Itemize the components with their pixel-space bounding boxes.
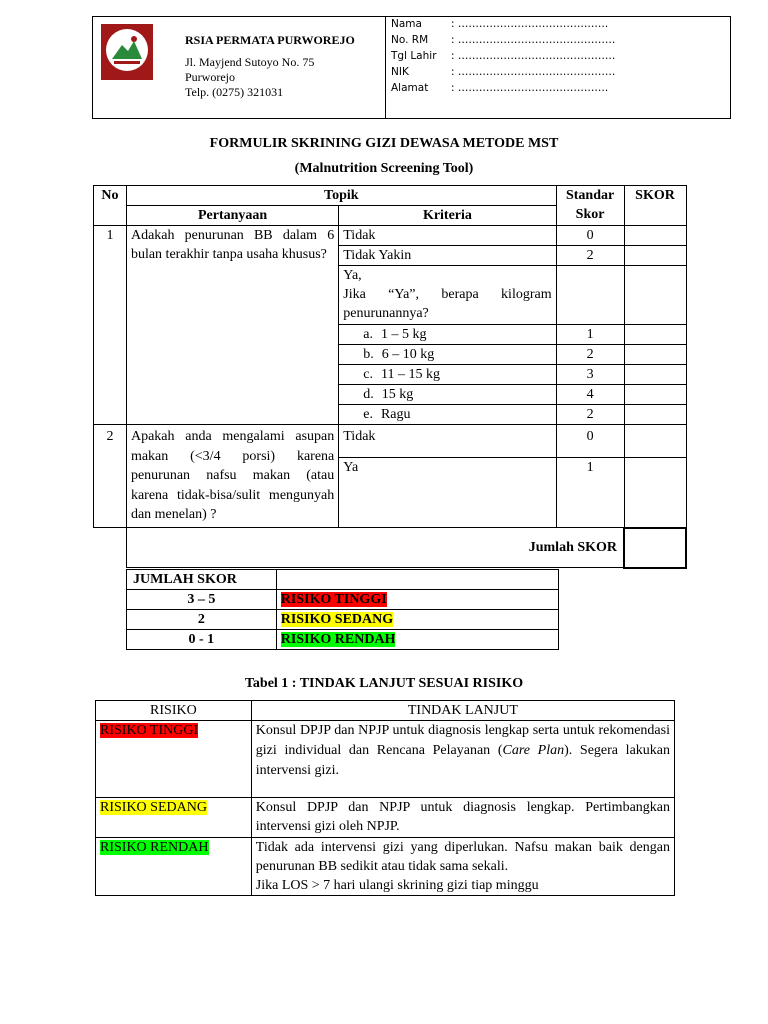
form-subtitle: (Malnutrition Screening Tool) — [294, 161, 474, 176]
col-skor-header: SKOR — [624, 186, 686, 226]
standard-score: 1 — [556, 458, 624, 528]
col-kriteria-header: Kriteria — [339, 206, 556, 226]
action-text — [251, 838, 674, 896]
risk-badge-tinggi: RISIKO TINGGI — [100, 723, 199, 738]
sub-text: Ragu — [380, 407, 411, 422]
sub-text: 6 – 10 kg — [381, 347, 435, 362]
score-input-cell[interactable] — [624, 226, 686, 246]
field-value[interactable]: : ……………………………………… — [451, 50, 616, 62]
col-tindak-header: TINDAK LANJUT — [251, 701, 674, 721]
header-box — [92, 16, 731, 119]
logo-emblem — [106, 29, 148, 71]
risk-level-cell — [276, 590, 558, 610]
field-label: No. RM — [391, 34, 429, 46]
sub-letter: e. — [363, 407, 373, 422]
follow-up-table — [95, 700, 675, 896]
sub-letter: b. — [363, 347, 374, 362]
total-score-cell[interactable] — [624, 528, 686, 568]
criteria-cell: Tidak Yakin — [339, 246, 556, 266]
form-title: FORMULIR SKRINING GIZI DEWASA METODE MST — [209, 136, 559, 151]
phone: Telp. (0275) 321031 — [185, 85, 284, 99]
risk-cell — [96, 721, 252, 798]
sub-letter: a. — [363, 327, 373, 342]
score-input-cell[interactable] — [624, 365, 686, 385]
patient-field-nama[interactable] — [391, 18, 609, 30]
table-row — [96, 838, 675, 896]
criteria-cell: Ya — [339, 458, 556, 528]
col-no-header: No — [94, 186, 127, 226]
risk-badge-sedang: RISIKO SEDANG — [280, 612, 394, 627]
table-row — [127, 590, 559, 610]
criteria-ya-note: Jika “Ya”, berapa kilogram penurunannya? — [343, 287, 552, 321]
standard-score: 0 — [556, 226, 624, 246]
standard-score: 2 — [556, 405, 624, 425]
patient-field-tgl-lahir[interactable] — [391, 50, 616, 62]
standard-score: 3 — [556, 365, 624, 385]
criteria-sub-cell — [339, 365, 556, 385]
score-range: 0 - 1 — [127, 630, 277, 650]
patient-field-nik[interactable] — [391, 66, 616, 78]
score-input-cell[interactable] — [624, 458, 686, 528]
col-risiko-header: RISIKO — [96, 701, 252, 721]
risk-badge-rendah: RISIKO RENDAH — [280, 632, 396, 647]
question-number: 1 — [94, 226, 127, 425]
table-row — [96, 798, 675, 838]
criteria-sub-cell — [339, 345, 556, 365]
total-label: Jumlah SKOR — [126, 528, 624, 568]
action-text: Konsul DPJP dan NPJP untuk diagnosis lengkap serta untuk rekomendasi gizi individual dan Rencana Pelayanan (Care Plan). Segera lakukan intervensi gizi. — [251, 721, 674, 798]
total-row — [94, 528, 687, 568]
question-text: Apakah anda mengalami asupan makan (<3/4 porsi) karena penurunan nafsu makan (atau karena tidak-bisa/sulit mengunyah dan menelan) ? — [126, 425, 338, 528]
question-text: Adakah penurunan BB dalam 6 bulan terakhir tanpa usaha khusus? — [126, 226, 338, 425]
sub-text: 15 kg — [381, 387, 414, 402]
score-range: 3 – 5 — [127, 590, 277, 610]
standard-score: 1 — [556, 325, 624, 345]
standard-score: 2 — [556, 246, 624, 266]
risk-cell — [96, 798, 252, 838]
field-value[interactable]: : ……………………………………. — [451, 82, 609, 94]
criteria-cell: Tidak — [339, 425, 556, 458]
field-label: Alamat — [391, 82, 429, 94]
address-line1: Jl. Mayjend Sutoyo No. 75 — [185, 55, 315, 69]
risk-level-cell — [276, 630, 558, 650]
action-text-los: Jika LOS > 7 hari ulangi skrining gizi tiap minggu — [255, 878, 539, 893]
score-range-table — [126, 569, 559, 650]
field-label: Nama — [391, 18, 422, 30]
sub-text: 1 – 5 kg — [380, 327, 427, 342]
standard-score — [556, 266, 624, 325]
risk-badge-tinggi: RISIKO TINGGI — [280, 592, 387, 607]
field-label: Tgl Lahir — [391, 50, 437, 62]
col-standar-header: Standar Skor — [556, 186, 624, 226]
score-input-cell[interactable] — [624, 385, 686, 405]
col-topik-header: Topik — [126, 186, 556, 206]
criteria-ya: Ya, — [343, 268, 362, 283]
risk-level-cell — [276, 610, 558, 630]
criteria-cell — [339, 266, 556, 325]
field-value[interactable]: : ……………………………………… — [451, 34, 616, 46]
score-input-cell[interactable] — [624, 325, 686, 345]
score-input-cell[interactable] — [624, 345, 686, 365]
hospital-logo — [101, 24, 153, 80]
address-line2: Purworejo — [185, 70, 235, 84]
score-input-cell[interactable] — [624, 425, 686, 458]
score-input-cell[interactable] — [624, 246, 686, 266]
score-range-header: JUMLAH SKOR — [127, 570, 277, 590]
table-row — [94, 226, 687, 246]
screening-table — [93, 185, 687, 569]
patient-field-no-rm[interactable] — [391, 34, 616, 46]
col-pertanyaan-header: Pertanyaan — [126, 206, 338, 226]
action-text: Konsul DPJP dan NPJP untuk diagnosis lengkap. Pertimbangkan intervensi gizi oleh NPJP. — [251, 798, 674, 838]
score-input-cell[interactable] — [624, 405, 686, 425]
patient-field-alamat[interactable] — [391, 82, 609, 94]
risk-badge-rendah: RISIKO RENDAH — [100, 840, 209, 855]
standard-score: 2 — [556, 345, 624, 365]
criteria-sub-cell — [339, 405, 556, 425]
risk-cell — [96, 838, 252, 896]
table-row — [127, 610, 559, 630]
sub-letter: d. — [363, 387, 374, 402]
field-value[interactable]: : ……………………………………… — [451, 66, 616, 78]
mountain-icon — [106, 29, 148, 71]
question-number: 2 — [94, 425, 127, 528]
table-row — [94, 425, 687, 458]
risk-badge-sedang: RISIKO SEDANG — [100, 800, 207, 815]
score-range: 2 — [127, 610, 277, 630]
table1-title: Tabel 1 : TINDAK LANJUT SESUAI RISIKO — [244, 676, 524, 691]
standard-score: 0 — [556, 425, 624, 458]
field-label: NIK — [391, 66, 409, 78]
criteria-cell: Tidak — [339, 226, 556, 246]
table-row — [96, 721, 675, 798]
sub-text: 11 – 15 kg — [380, 367, 440, 382]
standard-score: 4 — [556, 385, 624, 405]
criteria-sub-cell — [339, 385, 556, 405]
header-divider — [385, 17, 386, 118]
table-row — [127, 630, 559, 650]
hospital-name: RSIA PERMATA PURWOREJO — [185, 33, 355, 47]
action-text-main: Tidak ada intervensi gizi yang diperlukan. Nafsu makan baik dengan penurunan BB sedikit atau tidak sama sekali. — [255, 840, 670, 874]
sub-letter: c. — [363, 367, 373, 382]
criteria-sub-cell — [339, 325, 556, 345]
field-value[interactable]: : ……………………………………. — [451, 18, 609, 30]
score-input-cell[interactable] — [624, 266, 686, 325]
